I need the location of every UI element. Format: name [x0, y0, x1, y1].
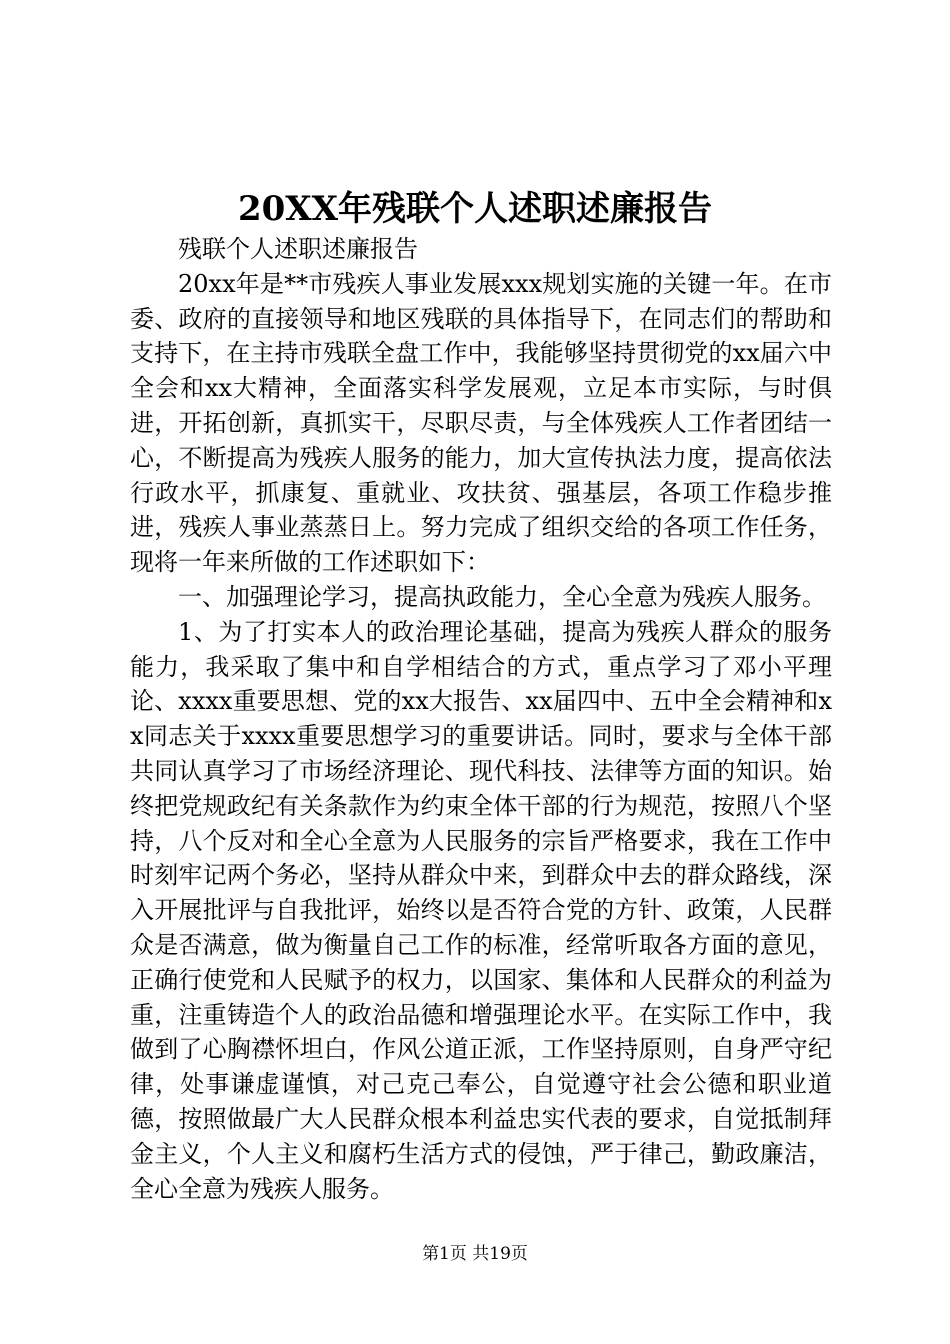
page-number-footer: 第1页 共19页	[422, 1244, 528, 1264]
document-body	[130, 232, 832, 1206]
document-title: 20XX年残联个人述职述廉报告	[237, 189, 713, 229]
subtitle-paragraph: 残联个人述职述廉报告	[178, 235, 418, 263]
section-heading: 一、加强理论学习，提高执政能力，全心全意为残疾人服务。	[178, 582, 826, 611]
body-paragraph: 1、为了打实本人的政治理论基础，提高为残疾人群众的服务能力，我采取了集中和自学相结合的方式，重点学习了邓小平理论、xxxx重要思想、党的xx大报告、xx届四中、五中全会精神和xx同志关于xxxx重要思想学习的重要讲话。同时，要求与全体干部共同认真学习了市场经济理论、现代科技、法律等方面的知识。始终把党规政纪有关条款作为约束全体干部的行为规范，按照八个坚持，八个反对和全心全意为人民服务的宗旨严格要求，我在工作中时刻牢记两个务必，坚持从群众中来，到群众中去的群众路线，深入开展批评与自我批评，始终以是否符合党的方针、政策，人民群众是否满意，做为衡量自己工作的标准，经常听取各方面的意见，正确行使党和人民赋予的权力，以国家、集体和人民群众的利益为重，注重铸造个人的政治品德和增强理论水平。在实际工作中，我做到了心胸襟怀坦白，作风公道正派，工作坚持原则，自身严守纪律，处事谦虚谨慎，对己克己奉公，自觉遵守社会公德和职业道德，按照做最广大人民群众根本利益忠实代表的要求，自觉抵制拜金主义，个人主义和腐朽生活方式的侵蚀，严于律己，勤政廉洁，全心全意为残疾人服务。	[130, 617, 832, 1203]
intro-paragraph: 20xx年是**市残疾人事业发展xxx规划实施的关键一年。在市委、政府的直接领导和地区残联的具体指导下，在同志们的帮助和支持下，在主持市残联全盘工作中，我能够坚持贯彻党的xx届六中全会和xx大精神，全面落实科学发展观，立足本市实际，与时俱进，开拓创新，真抓实干，尽职尽责，与全体残疾人工作者团结一心，不断提高为残疾人服务的能力，加大宣传执法力度，提高依法行政水平，抓康复、重就业、攻扶贫、强基层，各项工作稳步推进，残疾人事业蒸蒸日上。努力完成了组织交给的各项工作任务，现将一年来所做的工作述职如下：	[130, 269, 832, 577]
